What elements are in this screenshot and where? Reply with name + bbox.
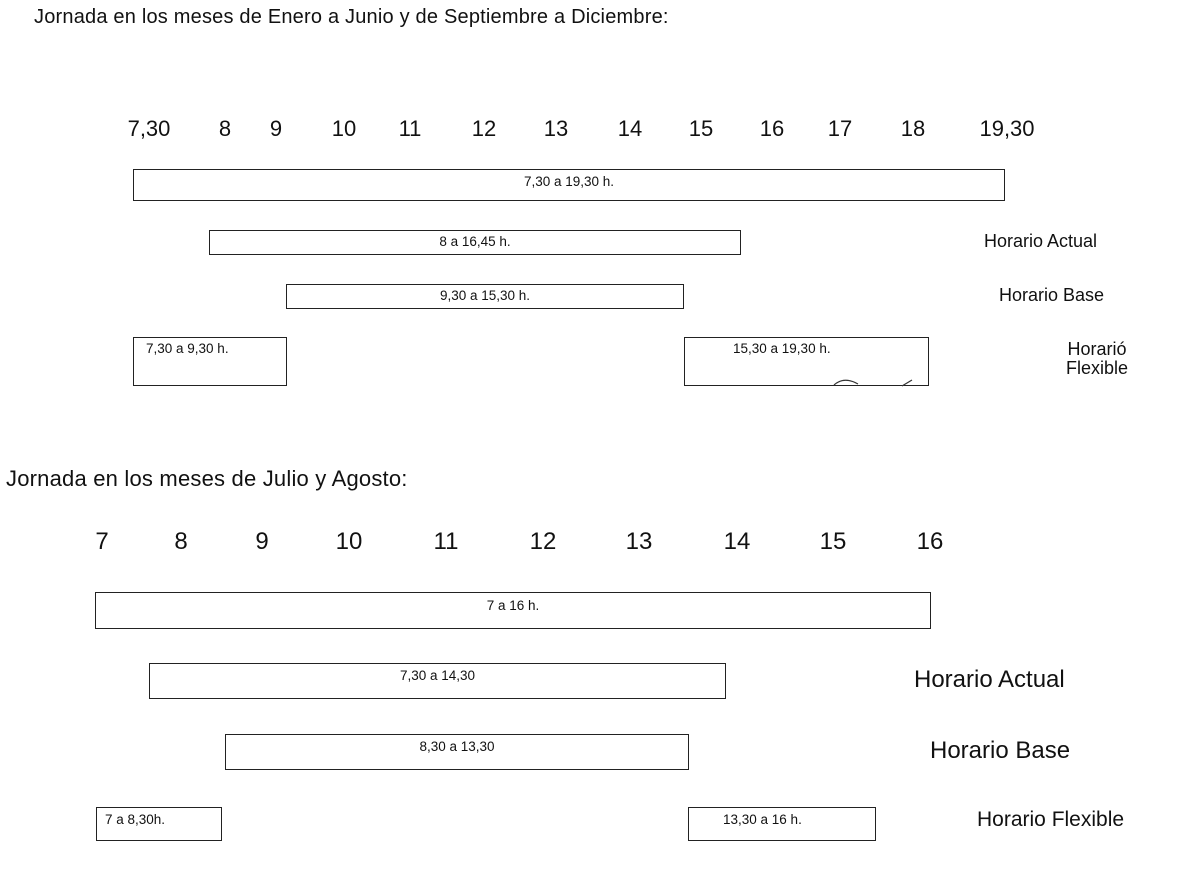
flexible-afternoon-bar bbox=[688, 807, 876, 841]
bar-label: 7 a 8,30h. bbox=[105, 812, 166, 827]
hour-tick: 7,30 bbox=[127, 116, 171, 141]
hour-tick: 17 bbox=[827, 116, 853, 141]
base-schedule-bar bbox=[286, 284, 684, 309]
full-workday-bar bbox=[133, 169, 1005, 201]
hour-tick: 18 bbox=[900, 116, 926, 141]
section2-title: Jornada en los meses de Julio y Agosto: bbox=[6, 466, 408, 491]
flexible-morning-bar bbox=[96, 807, 222, 841]
flexible-schedule-label: Horario Flexible bbox=[977, 808, 1125, 831]
hour-tick: 10 bbox=[331, 116, 357, 141]
hour-tick: 19,30 bbox=[979, 116, 1035, 141]
bar-label: 9,30 a 15,30 h. bbox=[439, 288, 531, 303]
hour-tick: 11 bbox=[433, 528, 459, 555]
hour-tick: 9 bbox=[269, 116, 283, 141]
current-schedule-bar bbox=[209, 230, 741, 255]
bar-label: 7,30 a 14,30 bbox=[399, 668, 476, 683]
full-workday-bar bbox=[95, 592, 931, 629]
hour-tick: 12 bbox=[529, 528, 557, 555]
hour-tick: 12 bbox=[471, 116, 497, 141]
hour-tick: 8 bbox=[218, 116, 232, 141]
flexible-label-line1: Horarió bbox=[1067, 339, 1127, 359]
bar-label: 7,30 a 19,30 h. bbox=[523, 174, 615, 189]
hour-tick: 11 bbox=[398, 116, 422, 141]
hour-tick: 16 bbox=[759, 116, 785, 141]
hour-tick: 9 bbox=[255, 528, 269, 555]
hour-tick: 7 bbox=[95, 528, 109, 555]
hour-tick: 15 bbox=[688, 116, 714, 141]
bar-label: 8,30 a 13,30 bbox=[419, 739, 495, 754]
flexible-morning-bar bbox=[133, 337, 287, 386]
hour-tick: 8 bbox=[174, 528, 188, 555]
current-schedule-label: Horario Actual bbox=[914, 666, 1065, 693]
base-schedule-label: Horario Base bbox=[999, 285, 1105, 305]
flexible-afternoon-bar bbox=[684, 337, 929, 386]
hour-tick: 14 bbox=[723, 528, 751, 555]
flexible-schedule-label bbox=[1066, 340, 1128, 378]
bar-label: 8 a 16,45 h. bbox=[439, 234, 511, 249]
hour-tick: 10 bbox=[335, 528, 363, 555]
base-schedule-label: Horario Base bbox=[930, 737, 1071, 764]
hour-tick: 14 bbox=[617, 116, 643, 141]
current-schedule-label: Horario Actual bbox=[984, 231, 1098, 251]
section1-title: Jornada en los meses de Enero a Junio y de Septiembre a Diciembre: bbox=[34, 6, 669, 28]
hour-tick: 15 bbox=[819, 528, 847, 555]
hour-tick: 13 bbox=[625, 528, 653, 555]
base-schedule-bar bbox=[225, 734, 689, 770]
flexible-label-line2: Flexible bbox=[1066, 358, 1129, 378]
bar-label: 7,30 a 9,30 h. bbox=[146, 341, 229, 356]
current-schedule-bar bbox=[149, 663, 726, 699]
bar-label: 15,30 a 19,30 h. bbox=[733, 341, 831, 356]
bar-label: 13,30 a 16 h. bbox=[723, 812, 802, 827]
hour-tick: 16 bbox=[916, 528, 944, 555]
hour-tick: 13 bbox=[543, 116, 569, 141]
bar-label: 7 a 16 h. bbox=[486, 598, 540, 613]
